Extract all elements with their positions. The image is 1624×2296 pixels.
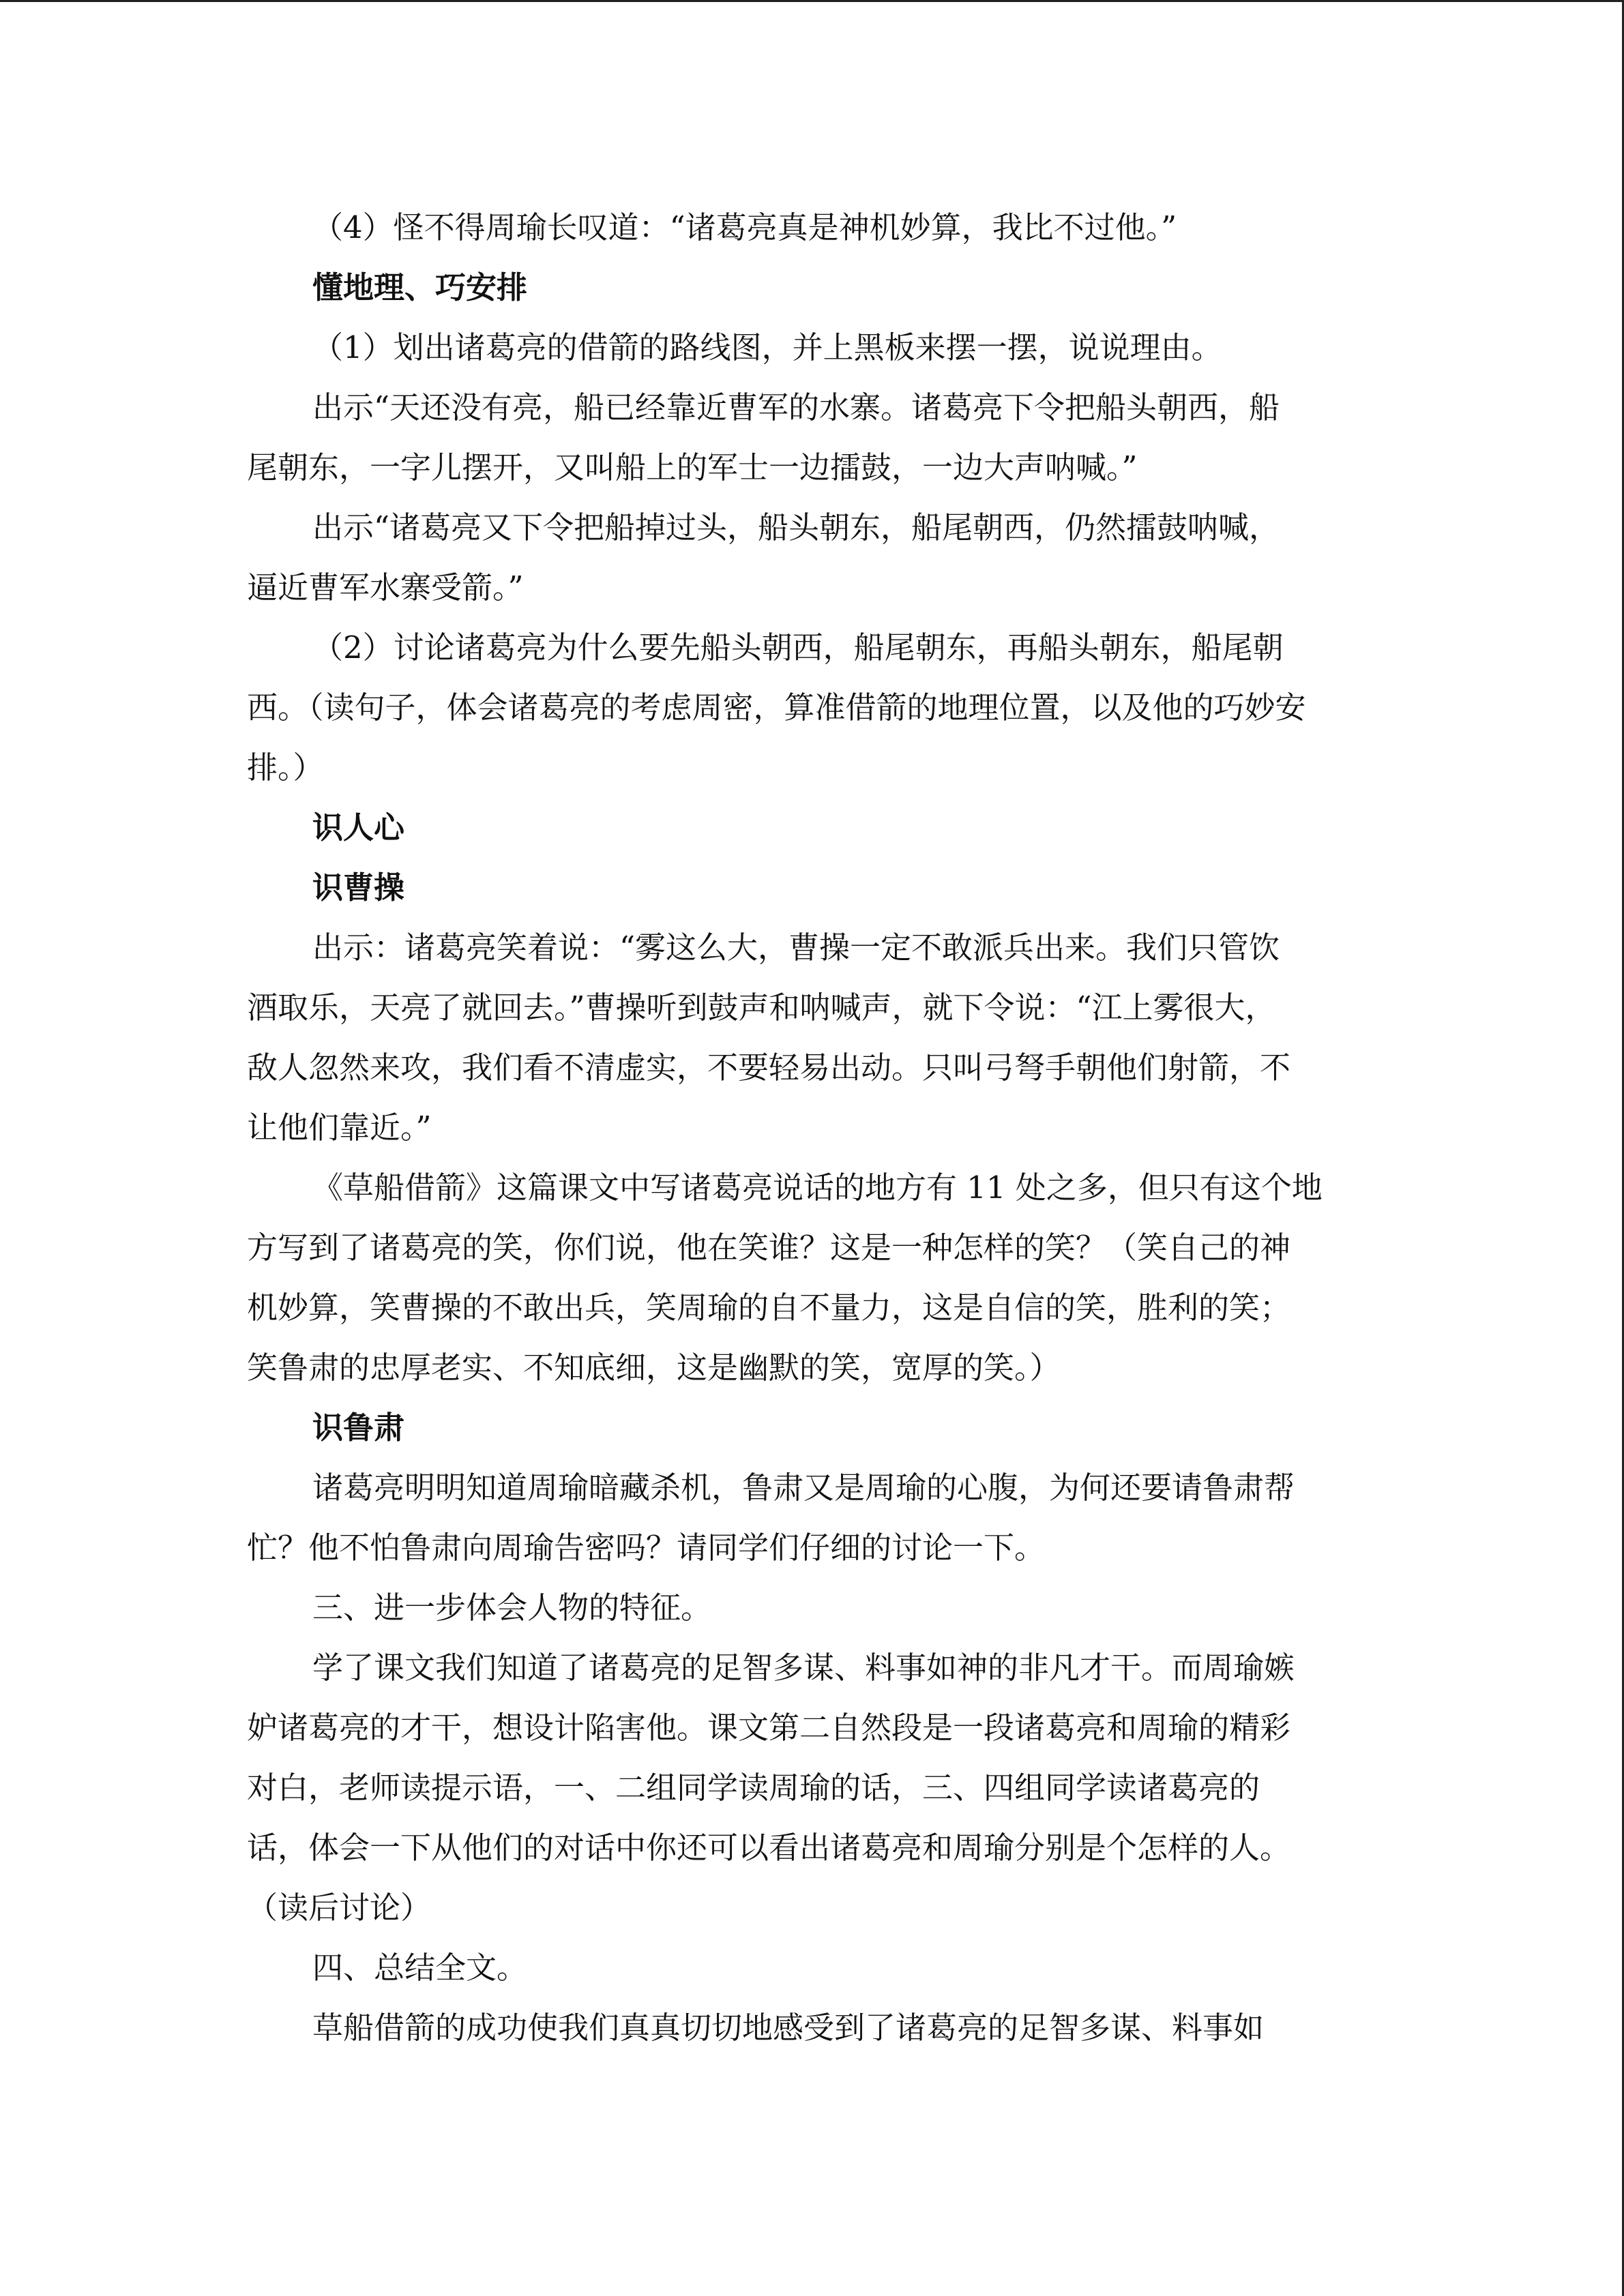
text-line: 排。） [247, 749, 324, 786]
text-line: 出示“天还没有亮，船已经靠近曹军的水寨。诸葛亮下令把船头朝西，船 [312, 389, 1280, 426]
text-line: 忙？他不怕鲁肃向周瑜告密吗？请同学们仔细的讨论一下。 [247, 1530, 1046, 1566]
section-heading: 识人心 [312, 809, 405, 846]
text-line: 学了课文我们知道了诸葛亮的足智多谋、料事如神的非凡才干。而周瑜嫉 [312, 1650, 1295, 1686]
text-line: 出示“诸葛亮又下令把船掉过头，船头朝东，船尾朝西，仍然擂鼓呐喊， [312, 509, 1280, 546]
text-line: 《草船借箭》这篇课文中写诸葛亮说话的地方有 11 处之多，但只有这个地 [312, 1169, 1323, 1206]
text-line: 西。（读句子，体会诸葛亮的考虑周密，算准借箭的地理位置，以及他的巧妙安 [247, 689, 1306, 726]
text-line: 敌人忽然来攻，我们看不清虚实，不要轻易出动。只叫弓弩手朝他们射箭，不 [247, 1049, 1291, 1086]
section-heading: 识鲁肃 [312, 1410, 405, 1446]
text-line: 逼近曹军水寨受箭。” [247, 569, 524, 606]
text-line: 三、进一步体会人物的特征。 [312, 1590, 712, 1626]
document-body [247, 198, 1379, 2058]
text-line: 草船借箭的成功使我们真真切切地感受到了诸葛亮的足智多谋、料事如 [312, 2010, 1265, 2046]
section-heading: 懂地理、巧安排 [312, 269, 528, 305]
section-heading: 识曹操 [312, 869, 405, 906]
text-line: （1）划出诸葛亮的借箭的路线图，并上黑板来摆一摆，说说理由。 [312, 329, 1222, 366]
text-line: （2）讨论诸葛亮为什么要先船头朝西，船尾朝东，再船头朝东，船尾朝 [312, 629, 1284, 666]
text-line: 话，体会一下从他们的对话中你还可以看出诸葛亮和周瑜分别是个怎样的人。 [247, 1830, 1291, 1866]
text-line: 笑鲁肃的忠厚老实、不知底细，这是幽默的笑，宽厚的笑。） [247, 1350, 1061, 1386]
text-line: 方写到了诸葛亮的笑，你们说，他在笑谁？这是一种怎样的笑？（笑自己的神 [247, 1229, 1291, 1266]
text-line: （读后讨论） [247, 1890, 432, 1926]
text-line: 机妙算，笑曹操的不敢出兵，笑周瑜的自不量力，这是自信的笑，胜利的笑； [247, 1289, 1291, 1326]
text-line: （4）怪不得周瑜长叹道：“诸葛亮真是神机妙算，我比不过他。” [312, 209, 1177, 245]
text-line: 酒取乐，天亮了就回去。”曹操听到鼓声和呐喊声，就下令说：“江上雾很大， [247, 989, 1276, 1026]
text-line: 对白，老师读提示语，一、二组同学读周瑜的话，三、四组同学读诸葛亮的 [247, 1770, 1260, 1806]
text-line: 四、总结全文。 [312, 1950, 528, 1986]
text-line: 诸葛亮明明知道周瑜暗藏杀机，鲁肃又是周瑜的心腹，为何还要请鲁肃帮 [312, 1470, 1295, 1506]
text-line: 让他们靠近。” [247, 1109, 432, 1146]
text-line: 尾朝东，一字儿摆开，又叫船上的军士一边擂鼓，一边大声呐喊。” [247, 449, 1138, 486]
page-border-top [0, 0, 1624, 2]
text-line: 妒诸葛亮的才干，想设计陷害他。课文第二自然段是一段诸葛亮和周瑜的精彩 [247, 1710, 1291, 1746]
text-line: 出示：诸葛亮笑着说：“雾这么大，曹操一定不敢派兵出来。我们只管饮 [312, 929, 1280, 966]
